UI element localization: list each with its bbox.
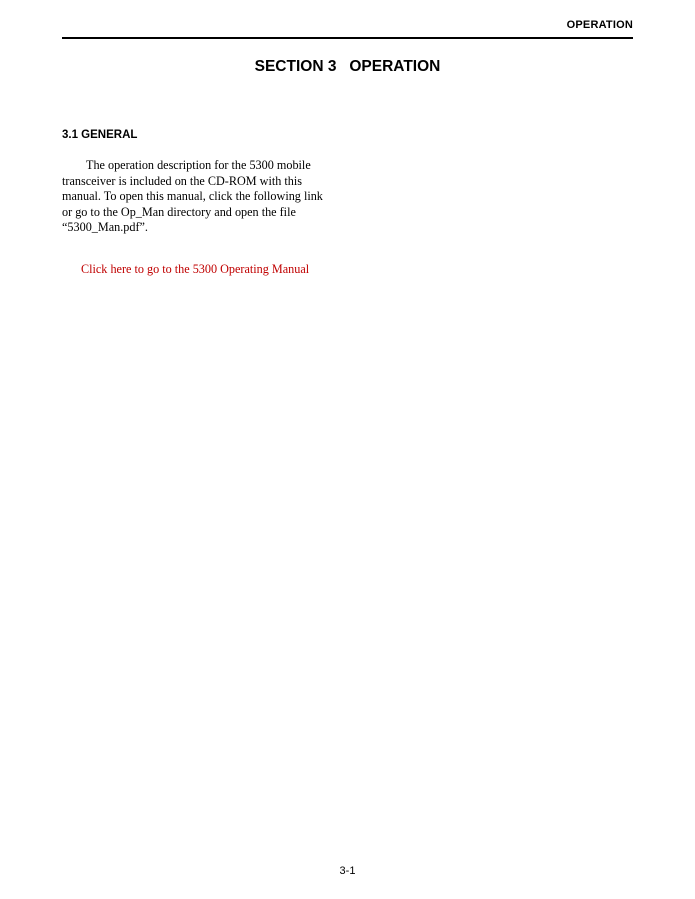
operating-manual-link[interactable]: Click here to go to the 5300 Operating Manual	[81, 262, 310, 276]
subsection-heading: 3.1 GENERAL	[62, 129, 138, 141]
running-header: OPERATION	[566, 19, 633, 31]
paragraph-line: or go to the Op_Man directory and open the file	[62, 204, 296, 219]
paragraph-line: transceiver is included on the CD-ROM with this	[62, 173, 302, 188]
body-paragraph	[62, 158, 334, 236]
page-number: 3-1	[339, 865, 356, 877]
header-rule	[62, 37, 633, 39]
paragraph-line: The operation description for the 5300 mobile	[86, 158, 311, 172]
paragraph-line: “5300_Man.pdf”.	[62, 220, 148, 235]
section-title: SECTION 3 OPERATION	[254, 58, 441, 75]
paragraph-line: manual. To open this manual, click the following link	[62, 189, 323, 204]
